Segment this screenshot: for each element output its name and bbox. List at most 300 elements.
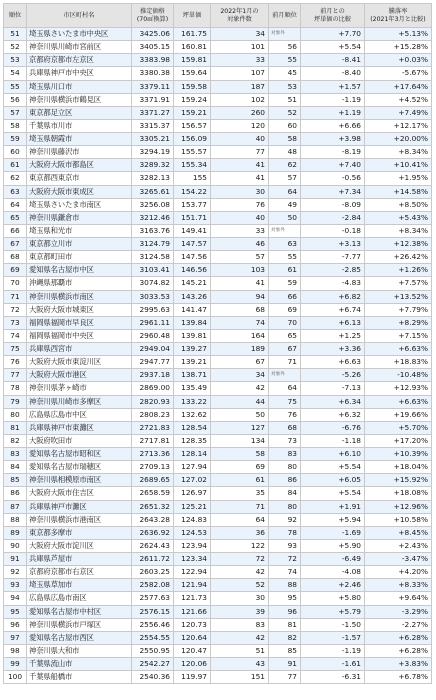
tsubo-price-cell: 135.49 <box>174 382 211 395</box>
table-row <box>4 238 432 251</box>
table-row <box>4 408 432 421</box>
city-name-cell: 愛知県名古屋市昭和区 <box>27 448 132 461</box>
tsubo-price-cell: 138.71 <box>174 369 211 382</box>
listing-count-cell: 120 <box>211 119 269 132</box>
listing-count-cell: 58 <box>211 448 269 461</box>
city-name-cell: 東京都立川市 <box>27 238 132 251</box>
city-name-cell: 愛知県名古屋市瑞穂区 <box>27 461 132 474</box>
monthly-diff-cell: +5.80 <box>301 592 365 605</box>
tsubo-price-cell: 124.53 <box>174 526 211 539</box>
tsubo-price-cell: 159.24 <box>174 93 211 106</box>
rank-cell: 85 <box>4 474 27 487</box>
monthly-diff-cell: +5.54 <box>301 461 365 474</box>
table-row <box>4 28 432 41</box>
estimated-price-cell: 3294.19 <box>132 146 174 159</box>
table-row <box>4 185 432 198</box>
previous-rank-cell: 83 <box>269 448 301 461</box>
table-row <box>4 303 432 316</box>
estimated-price-cell: 2937.18 <box>132 369 174 382</box>
tsubo-price-cell: 120.73 <box>174 618 211 631</box>
rank-cell: 82 <box>4 434 27 447</box>
city-name-cell: 神奈川県横浜市港南区 <box>27 513 132 526</box>
rank-cell: 94 <box>4 592 27 605</box>
listing-count-cell: 101 <box>211 41 269 54</box>
listing-count-cell: 35 <box>211 487 269 500</box>
previous-rank-cell: 73 <box>269 434 301 447</box>
city-name-cell: 福岡県福岡市早良区 <box>27 316 132 329</box>
monthly-diff-cell: +5.54 <box>301 487 365 500</box>
previous-rank-cell: 85 <box>269 644 301 657</box>
change-rate-cell: -10.48% <box>365 369 432 382</box>
change-rate-cell: +26.42% <box>365 251 432 264</box>
change-rate-cell: +8.45% <box>365 526 432 539</box>
tsubo-price-cell: 147.56 <box>174 251 211 264</box>
listing-count-cell: 52 <box>211 579 269 592</box>
change-rate-cell: +5.13% <box>365 28 432 41</box>
estimated-price-cell: 2713.36 <box>132 448 174 461</box>
header-count: 2022年1月の 対象件数 <box>211 4 269 28</box>
change-rate-cell: +15.92% <box>365 474 432 487</box>
not-applicable-label: 対象外 <box>271 31 285 37</box>
city-name-cell: 神奈川県川崎市宮前区 <box>27 41 132 54</box>
estimated-price-cell: 2550.95 <box>132 644 174 657</box>
previous-rank-cell: 59 <box>269 277 301 290</box>
table-row <box>4 172 432 185</box>
previous-rank-cell: 61 <box>269 264 301 277</box>
monthly-diff-cell: -8.09 <box>301 198 365 211</box>
monthly-diff-cell: -6.76 <box>301 421 365 434</box>
change-rate-cell: +12.17% <box>365 119 432 132</box>
listing-count-cell: 34 <box>211 369 269 382</box>
table-row <box>4 592 432 605</box>
estimated-price-cell: 3163.76 <box>132 224 174 237</box>
change-rate-cell: +18.08% <box>365 487 432 500</box>
rank-cell: 65 <box>4 211 27 224</box>
rank-cell: 79 <box>4 395 27 408</box>
rank-cell: 68 <box>4 251 27 264</box>
previous-rank-cell: 64 <box>269 382 301 395</box>
estimated-price-cell: 3305.21 <box>132 133 174 146</box>
table-row <box>4 487 432 500</box>
rank-cell: 76 <box>4 356 27 369</box>
estimated-price-cell: 3033.53 <box>132 290 174 303</box>
tsubo-price-cell: 139.84 <box>174 316 211 329</box>
tsubo-price-cell: 126.97 <box>174 487 211 500</box>
estimated-price-cell: 2636.92 <box>132 526 174 539</box>
rank-cell: 67 <box>4 238 27 251</box>
city-name-cell: 埼玉県和光市 <box>27 224 132 237</box>
tsubo-price-cell: 160.81 <box>174 41 211 54</box>
previous-rank-cell: 71 <box>269 356 301 369</box>
city-name-cell: 大阪府大阪市東成区 <box>27 185 132 198</box>
previous-rank-cell: 56 <box>269 41 301 54</box>
rank-cell: 66 <box>4 224 27 237</box>
city-name-cell: 兵庫県芦屋市 <box>27 553 132 566</box>
rank-cell: 92 <box>4 566 27 579</box>
change-rate-cell: +9.64% <box>365 592 432 605</box>
change-rate-cell: +6.78% <box>365 671 432 684</box>
previous-rank-cell: 66 <box>269 290 301 303</box>
listing-count-cell: 42 <box>211 631 269 644</box>
change-rate-cell: -3.29% <box>365 605 432 618</box>
tsubo-price-cell: 127.02 <box>174 474 211 487</box>
table-row <box>4 277 432 290</box>
rank-cell: 56 <box>4 93 27 106</box>
city-name-cell: 東京都町田市 <box>27 251 132 264</box>
monthly-diff-cell: -1.19 <box>301 93 365 106</box>
listing-count-cell: 41 <box>211 277 269 290</box>
city-name-cell: 埼玉県さいたま市中央区 <box>27 28 132 41</box>
monthly-diff-cell: +5.90 <box>301 539 365 552</box>
city-name-cell: 東京都西東京市 <box>27 172 132 185</box>
change-rate-cell: +10.41% <box>365 159 432 172</box>
tsubo-price-cell: 132.62 <box>174 408 211 421</box>
rank-cell: 60 <box>4 146 27 159</box>
rank-cell: 77 <box>4 369 27 382</box>
tsubo-price-cell: 119.97 <box>174 671 211 684</box>
city-name-cell: 大阪府大阪市港区 <box>27 369 132 382</box>
estimated-price-cell: 3074.82 <box>132 277 174 290</box>
estimated-price-cell: 2576.15 <box>132 605 174 618</box>
rank-cell: 97 <box>4 631 27 644</box>
rank-cell: 81 <box>4 421 27 434</box>
listing-count-cell: 40 <box>211 211 269 224</box>
rank-cell: 99 <box>4 658 27 671</box>
previous-rank-cell: 70 <box>269 316 301 329</box>
tsubo-price-cell: 143.26 <box>174 290 211 303</box>
listing-count-cell: 68 <box>211 303 269 316</box>
previous-rank-cell: 88 <box>269 579 301 592</box>
change-rate-cell: +20.00% <box>365 133 432 146</box>
change-rate-cell: +1.95% <box>365 172 432 185</box>
listing-count-cell: 260 <box>211 106 269 119</box>
previous-rank-cell <box>269 224 301 237</box>
table-row <box>4 251 432 264</box>
monthly-diff-cell: +5.54 <box>301 41 365 54</box>
previous-rank-cell: 75 <box>269 395 301 408</box>
change-rate-cell: -2.27% <box>365 618 432 631</box>
tsubo-price-cell: 127.94 <box>174 461 211 474</box>
rank-cell: 95 <box>4 605 27 618</box>
rank-cell: 78 <box>4 382 27 395</box>
change-rate-cell: +18.04% <box>365 461 432 474</box>
rank-cell: 58 <box>4 119 27 132</box>
monthly-diff-cell: +6.05 <box>301 474 365 487</box>
tsubo-price-cell: 123.34 <box>174 553 211 566</box>
city-name-cell: 東京都多摩市 <box>27 526 132 539</box>
estimated-price-cell: 3405.15 <box>132 41 174 54</box>
table-row <box>4 119 432 132</box>
rank-cell: 52 <box>4 41 27 54</box>
city-name-cell: 神奈川県相模原市南区 <box>27 474 132 487</box>
table-body <box>4 28 432 684</box>
tsubo-price-cell: 120.06 <box>174 658 211 671</box>
estimated-price-cell: 2689.65 <box>132 474 174 487</box>
listing-count-cell: 76 <box>211 198 269 211</box>
tsubo-price-cell: 121.94 <box>174 579 211 592</box>
city-name-cell: 兵庫県神戸市東灘区 <box>27 421 132 434</box>
monthly-diff-cell: -5.26 <box>301 369 365 382</box>
rank-cell: 83 <box>4 448 27 461</box>
listing-count-cell: 74 <box>211 316 269 329</box>
monthly-diff-cell: +7.70 <box>301 28 365 41</box>
previous-rank-cell: 82 <box>269 631 301 644</box>
estimated-price-cell: 3289.32 <box>132 159 174 172</box>
rank-cell: 98 <box>4 644 27 657</box>
rank-cell: 62 <box>4 172 27 185</box>
monthly-diff-cell: -8.41 <box>301 54 365 67</box>
tsubo-price-cell: 159.64 <box>174 67 211 80</box>
change-rate-cell: +7.49% <box>365 106 432 119</box>
rank-cell: 55 <box>4 80 27 93</box>
estimated-price-cell: 3124.79 <box>132 238 174 251</box>
monthly-diff-cell: -6.31 <box>301 671 365 684</box>
tsubo-price-cell: 159.81 <box>174 54 211 67</box>
tsubo-price-cell: 149.41 <box>174 224 211 237</box>
rank-cell: 70 <box>4 277 27 290</box>
rank-cell: 80 <box>4 408 27 421</box>
table-row <box>4 513 432 526</box>
monthly-diff-cell: +1.91 <box>301 500 365 513</box>
change-rate-cell: +1.26% <box>365 264 432 277</box>
table-row <box>4 356 432 369</box>
listing-count-cell: 51 <box>211 644 269 657</box>
rank-cell: 87 <box>4 500 27 513</box>
tsubo-price-cell: 155.57 <box>174 146 211 159</box>
header-prev-rank: 前月順位 <box>269 4 301 28</box>
monthly-diff-cell: +3.98 <box>301 133 365 146</box>
estimated-price-cell: 3265.61 <box>132 185 174 198</box>
rank-cell: 69 <box>4 264 27 277</box>
estimated-price-cell: 2869.00 <box>132 382 174 395</box>
monthly-diff-cell: -1.61 <box>301 658 365 671</box>
table-row <box>4 566 432 579</box>
estimated-price-cell: 3383.98 <box>132 54 174 67</box>
rank-cell: 73 <box>4 316 27 329</box>
monthly-diff-cell: -6.49 <box>301 553 365 566</box>
city-name-cell: 大阪府大阪市都島区 <box>27 159 132 172</box>
listing-count-cell: 50 <box>211 408 269 421</box>
previous-rank-cell: 58 <box>269 133 301 146</box>
change-rate-cell: +17.20% <box>365 434 432 447</box>
previous-rank-cell: 93 <box>269 539 301 552</box>
rank-cell: 100 <box>4 671 27 684</box>
estimated-price-cell: 2709.13 <box>132 461 174 474</box>
previous-rank-cell: 48 <box>269 146 301 159</box>
table-row <box>4 526 432 539</box>
estimated-price-cell: 2658.59 <box>132 487 174 500</box>
city-name-cell: 大阪府吹田市 <box>27 434 132 447</box>
estimated-price-cell: 2540.36 <box>132 671 174 684</box>
city-name-cell: 大阪府大阪市住吉区 <box>27 487 132 500</box>
city-name-cell: 広島県広島市中区 <box>27 408 132 421</box>
monthly-diff-cell: -2.84 <box>301 211 365 224</box>
city-name-cell: 千葉県船橋市 <box>27 671 132 684</box>
change-rate-cell: +5.43% <box>365 211 432 224</box>
listing-count-cell: 33 <box>211 224 269 237</box>
change-rate-cell: +2.43% <box>365 539 432 552</box>
monthly-diff-cell: +3.36 <box>301 343 365 356</box>
table-row <box>4 146 432 159</box>
table-row <box>4 671 432 684</box>
change-rate-cell: +17.64% <box>365 80 432 93</box>
city-name-cell: 大阪府大阪市淀川区 <box>27 539 132 552</box>
city-name-cell: 愛知県名古屋市西区 <box>27 631 132 644</box>
listing-count-cell: 72 <box>211 553 269 566</box>
tsubo-price-cell: 128.14 <box>174 448 211 461</box>
previous-rank-cell: 64 <box>269 185 301 198</box>
listing-count-cell: 46 <box>211 238 269 251</box>
table-row <box>4 133 432 146</box>
city-name-cell: 大阪府大阪市東淀川区 <box>27 356 132 369</box>
tsubo-price-cell: 122.94 <box>174 566 211 579</box>
table-row <box>4 54 432 67</box>
monthly-diff-cell: -0.56 <box>301 172 365 185</box>
city-name-cell: 神奈川県鎌倉市 <box>27 211 132 224</box>
table-row <box>4 658 432 671</box>
estimated-price-cell: 2603.25 <box>132 566 174 579</box>
estimated-price-cell: 2995.63 <box>132 303 174 316</box>
header-rise: 騰落率 (2021年3月と比較) <box>365 4 432 28</box>
monthly-diff-cell: -7.77 <box>301 251 365 264</box>
city-name-cell: 兵庫県神戸市灘区 <box>27 500 132 513</box>
listing-count-cell: 107 <box>211 67 269 80</box>
listing-count-cell: 34 <box>211 28 269 41</box>
estimated-price-cell: 2556.46 <box>132 618 174 631</box>
change-rate-cell: +12.38% <box>365 238 432 251</box>
listing-count-cell: 71 <box>211 500 269 513</box>
table-row <box>4 159 432 172</box>
rank-cell: 54 <box>4 67 27 80</box>
header-price: 推定価格 (70㎡換算) <box>132 4 174 28</box>
city-name-cell: 神奈川県横浜市鶴見区 <box>27 93 132 106</box>
rank-cell: 57 <box>4 106 27 119</box>
table-row <box>4 290 432 303</box>
monthly-diff-cell: -2.85 <box>301 264 365 277</box>
estimated-price-cell: 3212.46 <box>132 211 174 224</box>
previous-rank-cell: 86 <box>269 474 301 487</box>
table-row <box>4 106 432 119</box>
estimated-price-cell: 2577.63 <box>132 592 174 605</box>
listing-count-cell: 164 <box>211 329 269 342</box>
change-rate-cell: +8.33% <box>365 579 432 592</box>
table-row <box>4 67 432 80</box>
tsubo-price-cell: 123.94 <box>174 539 211 552</box>
monthly-diff-cell: -0.18 <box>301 224 365 237</box>
monthly-diff-cell: -1.19 <box>301 644 365 657</box>
city-name-cell: 京都府京都市左京区 <box>27 54 132 67</box>
previous-rank-cell: 49 <box>269 198 301 211</box>
table-row <box>4 80 432 93</box>
monthly-diff-cell: -8.19 <box>301 146 365 159</box>
estimated-price-cell: 2717.81 <box>132 434 174 447</box>
listing-count-cell: 42 <box>211 382 269 395</box>
change-rate-cell: +12.93% <box>365 382 432 395</box>
tsubo-price-cell: 155 <box>174 172 211 185</box>
table-row <box>4 369 432 382</box>
rank-cell: 91 <box>4 553 27 566</box>
tsubo-price-cell: 159.21 <box>174 106 211 119</box>
monthly-diff-cell: -4.08 <box>301 566 365 579</box>
city-name-cell: 沖縄県那覇市 <box>27 277 132 290</box>
listing-count-cell: 40 <box>211 133 269 146</box>
table-row <box>4 395 432 408</box>
change-rate-cell: +4.52% <box>365 93 432 106</box>
change-rate-cell: +8.34% <box>365 224 432 237</box>
estimated-price-cell: 2961.11 <box>132 316 174 329</box>
rank-cell: 88 <box>4 513 27 526</box>
tsubo-price-cell: 121.73 <box>174 592 211 605</box>
table-row <box>4 198 432 211</box>
change-rate-cell: -3.47% <box>365 553 432 566</box>
previous-rank-cell: 92 <box>269 513 301 526</box>
change-rate-cell: +7.57% <box>365 277 432 290</box>
monthly-diff-cell: +6.10 <box>301 448 365 461</box>
estimated-price-cell: 3315.37 <box>132 119 174 132</box>
estimated-price-cell: 2624.43 <box>132 539 174 552</box>
rank-cell: 59 <box>4 133 27 146</box>
tsubo-price-cell: 154.22 <box>174 185 211 198</box>
rank-cell: 84 <box>4 461 27 474</box>
change-rate-cell: +15.28% <box>365 41 432 54</box>
monthly-diff-cell: +5.94 <box>301 513 365 526</box>
tsubo-price-cell: 133.22 <box>174 395 211 408</box>
tsubo-price-cell: 147.57 <box>174 238 211 251</box>
monthly-diff-cell: +6.63 <box>301 356 365 369</box>
monthly-diff-cell: +2.46 <box>301 579 365 592</box>
listing-count-cell: 151 <box>211 671 269 684</box>
city-name-cell: 広島県広島市南区 <box>27 592 132 605</box>
city-name-cell: 京都府京都市右京区 <box>27 566 132 579</box>
not-applicable-label: 対象外 <box>271 227 285 233</box>
listing-count-cell: 41 <box>211 172 269 185</box>
rank-cell: 89 <box>4 526 27 539</box>
table-row <box>4 41 432 54</box>
city-name-cell: 兵庫県西宮市 <box>27 343 132 356</box>
estimated-price-cell: 2947.77 <box>132 356 174 369</box>
tsubo-price-cell: 128.35 <box>174 434 211 447</box>
header-diff: 前月との 坪単価の比較 <box>301 4 365 28</box>
estimated-price-cell: 2949.04 <box>132 343 174 356</box>
previous-rank-cell: 78 <box>269 526 301 539</box>
city-name-cell: 神奈川県横浜市戸塚区 <box>27 618 132 631</box>
listing-count-cell: 67 <box>211 356 269 369</box>
change-rate-cell: +13.52% <box>365 290 432 303</box>
change-rate-cell: +4.20% <box>365 566 432 579</box>
previous-rank-cell: 74 <box>269 566 301 579</box>
previous-rank-cell <box>269 28 301 41</box>
previous-rank-cell: 52 <box>269 106 301 119</box>
change-rate-cell: +10.39% <box>365 448 432 461</box>
listing-count-cell: 41 <box>211 159 269 172</box>
monthly-diff-cell: -4.83 <box>301 277 365 290</box>
previous-rank-cell: 45 <box>269 67 301 80</box>
rank-cell: 63 <box>4 185 27 198</box>
city-name-cell: 東京都足立区 <box>27 106 132 119</box>
table-row <box>4 382 432 395</box>
table-row <box>4 500 432 513</box>
previous-rank-cell: 68 <box>269 421 301 434</box>
listing-count-cell: 39 <box>211 605 269 618</box>
change-rate-cell: +6.28% <box>365 644 432 657</box>
listing-count-cell: 44 <box>211 395 269 408</box>
tsubo-price-cell: 139.81 <box>174 329 211 342</box>
listing-count-cell: 30 <box>211 592 269 605</box>
change-rate-cell: +18.83% <box>365 356 432 369</box>
listing-count-cell: 102 <box>211 93 269 106</box>
rank-cell: 71 <box>4 290 27 303</box>
rank-cell: 74 <box>4 329 27 342</box>
